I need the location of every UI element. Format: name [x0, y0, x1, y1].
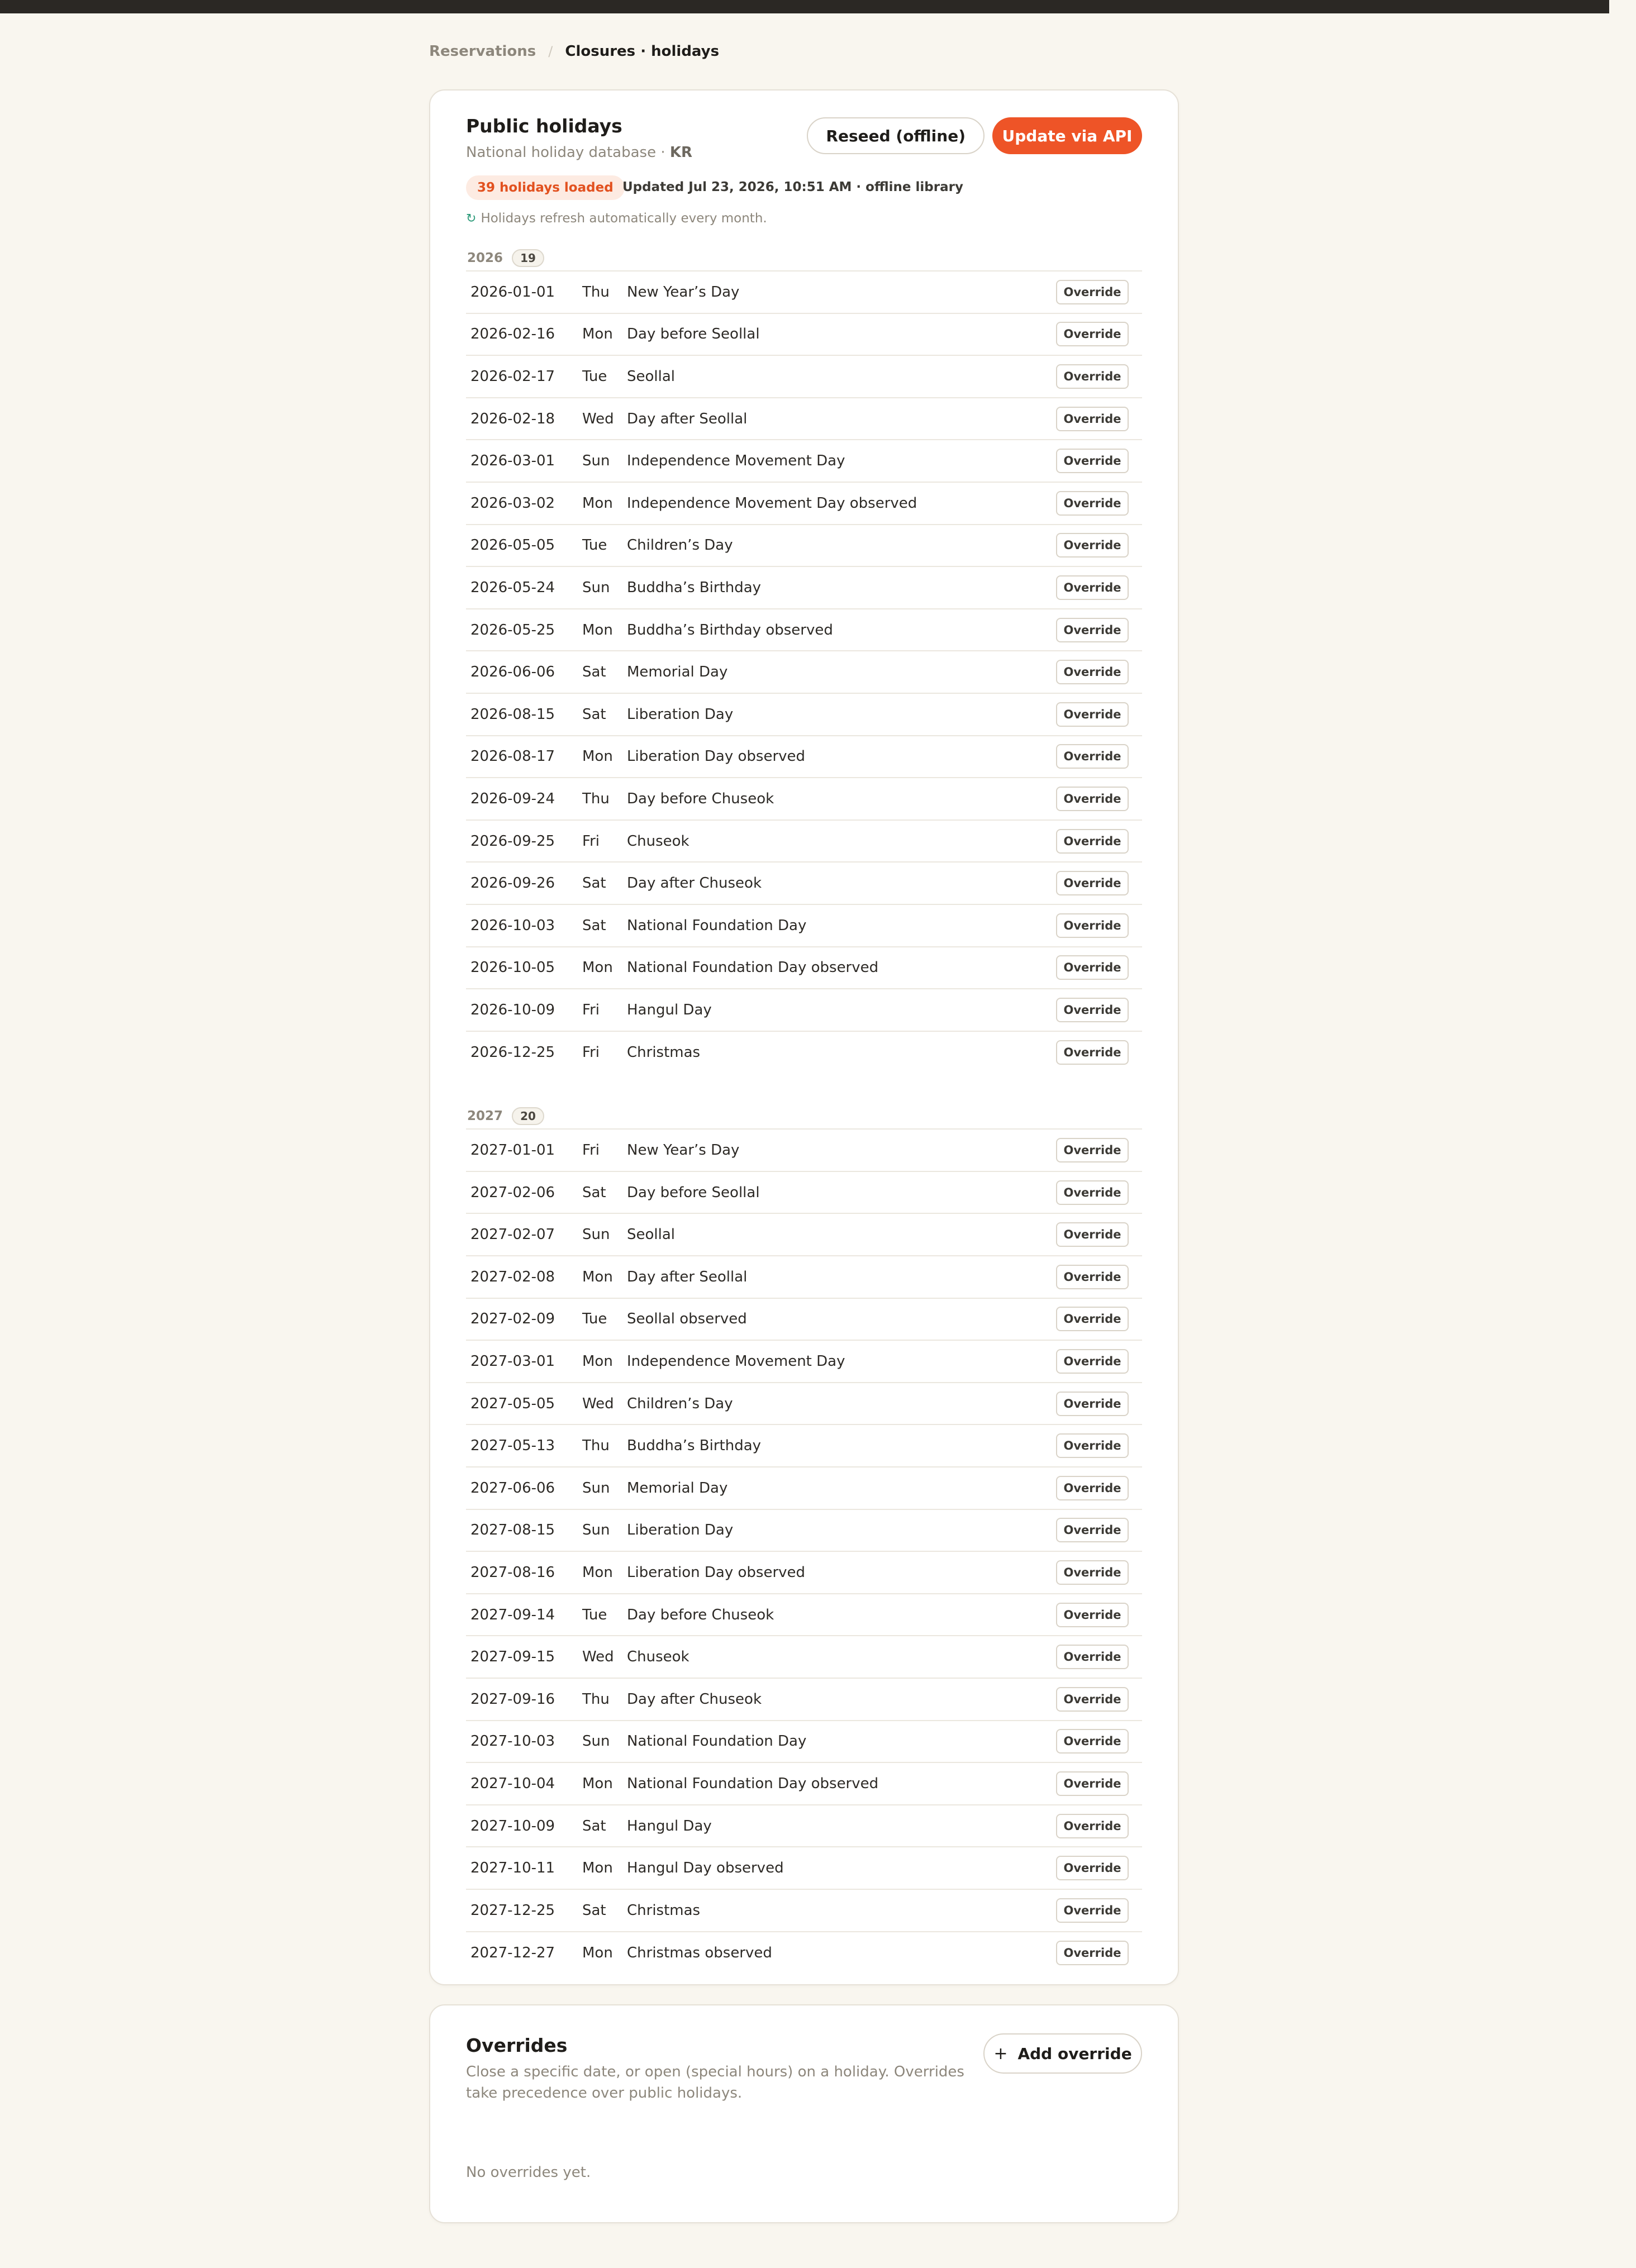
- holiday-name: National Foundation Day observed: [627, 1775, 879, 1792]
- page-container: [429, 40, 1180, 2181]
- holiday-date: 2027-05-13: [470, 1437, 555, 1455]
- holiday-date: 2027-12-25: [470, 1902, 555, 1919]
- holiday-date: 2026-02-16: [470, 326, 555, 343]
- holiday-row: [466, 609, 1142, 652]
- holiday-date: 2026-10-09: [470, 1001, 555, 1018]
- holiday-weekday: Sat: [582, 875, 606, 892]
- holiday-row: [466, 1341, 1142, 1383]
- breadcrumb-current: Closures · holidays: [565, 43, 720, 60]
- holiday-weekday: Fri: [582, 832, 600, 850]
- holiday-row: [466, 1510, 1142, 1552]
- holiday-weekday: Mon: [582, 1860, 613, 1877]
- holiday-date: 2027-03-01: [470, 1353, 555, 1370]
- holiday-row: [466, 778, 1142, 821]
- holiday-name: Seollal: [627, 368, 676, 385]
- year-count-badge: 20: [512, 1107, 544, 1125]
- holiday-name: Seollal observed: [627, 1311, 747, 1328]
- holiday-date: 2026-09-24: [470, 790, 555, 807]
- override-button[interactable]: Override: [1056, 1040, 1129, 1065]
- holiday-date: 2026-03-01: [470, 452, 555, 470]
- holiday-row: [466, 1425, 1142, 1467]
- override-button[interactable]: Override: [1056, 1856, 1129, 1880]
- holiday-name: Christmas: [627, 1044, 701, 1061]
- override-button[interactable]: Override: [1056, 491, 1129, 516]
- holiday-date: 2026-02-17: [470, 368, 555, 385]
- holiday-weekday: Mon: [582, 1353, 613, 1370]
- override-button[interactable]: Override: [1056, 744, 1129, 769]
- holiday-name: Independence Movement Day: [627, 452, 845, 470]
- overrides-description: Close a specific date, or open (special hours) on a holiday. Overrides take precedence over public holidays.: [466, 2064, 964, 2102]
- override-button[interactable]: Override: [1056, 702, 1129, 727]
- public-holidays-card: [429, 89, 1179, 1985]
- holiday-name: Liberation Day observed: [627, 748, 806, 765]
- override-button[interactable]: Override: [1056, 1603, 1129, 1627]
- holiday-date: 2027-09-16: [470, 1690, 555, 1708]
- holiday-weekday: Fri: [582, 1044, 600, 1061]
- holiday-date: 2027-02-06: [470, 1184, 555, 1201]
- holiday-row: [466, 1214, 1142, 1256]
- holiday-weekday: Fri: [582, 1001, 600, 1018]
- holiday-weekday: Thu: [582, 1690, 610, 1708]
- holiday-date: 2026-08-17: [470, 748, 555, 765]
- update-via-api-button[interactable]: Update via API: [992, 117, 1142, 154]
- override-button[interactable]: Override: [1056, 618, 1129, 642]
- override-button[interactable]: Override: [1056, 1307, 1129, 1331]
- holiday-date: 2027-05-05: [470, 1395, 555, 1412]
- holiday-weekday: Tue: [582, 368, 607, 385]
- holiday-name: Day after Chuseok: [627, 1690, 762, 1708]
- holiday-date: 2026-05-24: [470, 579, 555, 596]
- year-header: [466, 246, 1142, 271]
- override-button[interactable]: Override: [1056, 575, 1129, 600]
- holiday-weekday: Thu: [582, 1437, 610, 1455]
- holiday-row: [466, 736, 1142, 779]
- override-button[interactable]: Override: [1056, 1560, 1129, 1585]
- holiday-name: Liberation Day: [627, 1522, 734, 1539]
- reseed-offline-button[interactable]: Reseed (offline): [807, 117, 985, 154]
- holiday-name: Buddha’s Birthday: [627, 1437, 762, 1455]
- holiday-row: [466, 1636, 1142, 1679]
- holiday-row: [466, 356, 1142, 398]
- override-button[interactable]: Override: [1056, 1645, 1129, 1669]
- holiday-name: Buddha’s Birthday observed: [627, 621, 833, 639]
- breadcrumb-separator: /: [548, 44, 553, 59]
- add-override-button[interactable]: [983, 2033, 1142, 2074]
- holiday-name: Children’s Day: [627, 537, 733, 554]
- holiday-name: Independence Movement Day: [627, 1353, 845, 1370]
- holiday-date: 2026-01-01: [470, 283, 555, 301]
- override-button[interactable]: Override: [1056, 533, 1129, 558]
- card-subtitle: [466, 144, 692, 161]
- holiday-date: 2027-02-07: [470, 1226, 555, 1243]
- override-button[interactable]: Override: [1056, 1729, 1129, 1754]
- holiday-weekday: Sat: [582, 1902, 606, 1919]
- refresh-icon: ↻: [466, 211, 477, 226]
- override-button[interactable]: Override: [1056, 1518, 1129, 1542]
- holiday-date: 2026-06-06: [470, 664, 555, 681]
- holiday-name: New Year’s Day: [627, 1142, 740, 1159]
- holiday-row: [466, 525, 1142, 568]
- holiday-row: [466, 483, 1142, 525]
- holiday-weekday: Tue: [582, 1311, 607, 1328]
- holiday-date: 2027-10-11: [470, 1860, 555, 1877]
- holiday-weekday: Sun: [582, 1479, 610, 1497]
- override-button[interactable]: Override: [1056, 913, 1129, 938]
- holiday-list: [466, 246, 1142, 1974]
- holiday-weekday: Mon: [582, 748, 613, 765]
- holiday-row: [466, 651, 1142, 694]
- holiday-name: New Year’s Day: [627, 283, 740, 301]
- refresh-note: [466, 211, 767, 226]
- holiday-row: [466, 1299, 1142, 1341]
- override-button[interactable]: Override: [1056, 1687, 1129, 1712]
- holiday-weekday: Sat: [582, 1817, 606, 1835]
- year-group: [466, 271, 1142, 1074]
- holiday-weekday: Sat: [582, 917, 606, 934]
- overrides-title: Overrides: [466, 2034, 568, 2056]
- holiday-row: [466, 1847, 1142, 1890]
- year-label: 2027: [467, 1109, 503, 1124]
- holiday-date: 2027-10-04: [470, 1775, 555, 1792]
- holiday-date: 2027-08-15: [470, 1522, 555, 1539]
- holiday-date: 2027-02-08: [470, 1268, 555, 1285]
- holiday-weekday: Sun: [582, 1733, 610, 1750]
- holiday-row: [466, 1932, 1142, 1975]
- holiday-weekday: Mon: [582, 1564, 613, 1581]
- holiday-name: Seollal: [627, 1226, 676, 1243]
- country-code: KR: [669, 144, 693, 161]
- holiday-row: [466, 989, 1142, 1032]
- holiday-weekday: Wed: [582, 410, 614, 427]
- holiday-date: 2026-09-25: [470, 832, 555, 850]
- override-button[interactable]: Override: [1056, 364, 1129, 389]
- holiday-row: [466, 821, 1142, 863]
- holiday-date: 2027-06-06: [470, 1479, 555, 1497]
- overrides-empty-state: No overrides yet.: [466, 2164, 591, 2181]
- holiday-weekday: Thu: [582, 790, 610, 807]
- override-button[interactable]: Override: [1056, 1265, 1129, 1289]
- holiday-row: [466, 1383, 1142, 1426]
- holiday-name: Hangul Day observed: [627, 1860, 784, 1877]
- holiday-row: [466, 314, 1142, 356]
- holiday-date: 2026-08-15: [470, 706, 555, 723]
- holiday-row: [466, 1256, 1142, 1299]
- holiday-weekday: Sun: [582, 579, 610, 596]
- holiday-date: 2027-02-09: [470, 1311, 555, 1328]
- holiday-weekday: Mon: [582, 494, 613, 512]
- override-button[interactable]: Override: [1056, 1898, 1129, 1923]
- holiday-name: Liberation Day: [627, 706, 734, 723]
- holiday-row: [466, 1130, 1142, 1172]
- holiday-weekday: Mon: [582, 1945, 613, 1962]
- breadcrumb: [429, 40, 1180, 63]
- override-button[interactable]: Override: [1056, 322, 1129, 346]
- holiday-date: 2026-12-25: [470, 1044, 555, 1061]
- holiday-weekday: Sun: [582, 1226, 610, 1243]
- override-button[interactable]: Override: [1056, 660, 1129, 684]
- holiday-row: [466, 1890, 1142, 1932]
- holiday-name: Liberation Day observed: [627, 1564, 806, 1581]
- holiday-weekday: Mon: [582, 326, 613, 343]
- holiday-date: 2026-02-18: [470, 410, 555, 427]
- holiday-weekday: Mon: [582, 621, 613, 639]
- holiday-weekday: Sat: [582, 1184, 606, 1201]
- holiday-name: Children’s Day: [627, 1395, 733, 1412]
- holiday-row: [466, 1467, 1142, 1510]
- holiday-row: [466, 398, 1142, 441]
- year-gap: [466, 1074, 1142, 1104]
- override-button[interactable]: Override: [1056, 1392, 1129, 1416]
- holiday-row: [466, 271, 1142, 314]
- holiday-row: [466, 1805, 1142, 1848]
- holiday-date: 2026-10-05: [470, 959, 555, 976]
- holiday-row: [466, 567, 1142, 609]
- holiday-name: Christmas observed: [627, 1945, 772, 1962]
- holiday-name: Independence Movement Day observed: [627, 494, 917, 512]
- holiday-date: 2027-08-16: [470, 1564, 555, 1581]
- holiday-weekday: Mon: [582, 1268, 613, 1285]
- refresh-note-text: Holidays refresh automatically every month.: [481, 211, 767, 226]
- card-title: Public holidays: [466, 115, 622, 137]
- holiday-date: 2027-10-03: [470, 1733, 555, 1750]
- breadcrumb-reservations[interactable]: Reservations: [429, 43, 536, 60]
- holiday-name: Chuseok: [627, 832, 689, 850]
- holiday-name: Hangul Day: [627, 1001, 712, 1018]
- year-label: 2026: [467, 251, 503, 265]
- add-override-label: Add override: [1017, 2044, 1132, 2063]
- holiday-row: [466, 1721, 1142, 1764]
- updated-timestamp: Updated Jul 23, 2026, 10:51 AM · offline library: [622, 180, 963, 194]
- holiday-row: [466, 1032, 1142, 1074]
- holiday-row: [466, 947, 1142, 990]
- override-button[interactable]: Override: [1056, 1349, 1129, 1374]
- holiday-date: 2026-03-02: [470, 494, 555, 512]
- holiday-date: 2027-09-14: [470, 1606, 555, 1623]
- holiday-name: Hangul Day: [627, 1817, 712, 1835]
- holiday-row: [466, 1172, 1142, 1214]
- holiday-weekday: Wed: [582, 1395, 614, 1412]
- override-button[interactable]: Override: [1056, 1138, 1129, 1162]
- holiday-name: Day before Chuseok: [627, 1606, 774, 1623]
- year-group: [466, 1130, 1142, 1974]
- override-button[interactable]: Override: [1056, 1433, 1129, 1458]
- holiday-row: [466, 440, 1142, 483]
- override-button[interactable]: Override: [1056, 1771, 1129, 1796]
- holiday-weekday: Fri: [582, 1142, 600, 1159]
- holiday-date: 2027-09-15: [470, 1648, 555, 1666]
- holiday-date: 2026-10-03: [470, 917, 555, 934]
- override-button[interactable]: Override: [1056, 1222, 1129, 1247]
- holiday-weekday: Sat: [582, 706, 606, 723]
- holiday-name: Day before Seollal: [627, 1184, 760, 1201]
- holiday-weekday: Sun: [582, 452, 610, 470]
- override-button[interactable]: Override: [1056, 955, 1129, 980]
- holiday-row: [466, 863, 1142, 905]
- holiday-date: 2026-09-26: [470, 875, 555, 892]
- holiday-name: Day after Chuseok: [627, 875, 762, 892]
- holiday-row: [466, 1594, 1142, 1637]
- holiday-name: Chuseok: [627, 1648, 689, 1666]
- holiday-name: Day after Seollal: [627, 410, 748, 427]
- override-button[interactable]: Override: [1056, 829, 1129, 854]
- override-button[interactable]: Override: [1056, 1180, 1129, 1205]
- holiday-name: Memorial Day: [627, 664, 728, 681]
- holiday-date: 2026-05-05: [470, 537, 555, 554]
- holiday-name: Memorial Day: [627, 1479, 728, 1497]
- override-button[interactable]: Override: [1056, 998, 1129, 1022]
- override-button[interactable]: Override: [1056, 407, 1129, 431]
- holidays-loaded-badge: 39 holidays loaded: [466, 175, 625, 200]
- holiday-row: [466, 1763, 1142, 1805]
- holiday-weekday: Mon: [582, 1775, 613, 1792]
- subtitle-prefix: National holiday database ·: [466, 144, 670, 161]
- holiday-weekday: Mon: [582, 959, 613, 976]
- holiday-row: [466, 694, 1142, 736]
- holiday-weekday: Sat: [582, 664, 606, 681]
- holiday-weekday: Tue: [582, 1606, 607, 1623]
- holiday-date: 2027-10-09: [470, 1817, 555, 1835]
- override-button[interactable]: Override: [1056, 871, 1129, 895]
- holiday-date: 2027-12-27: [470, 1945, 555, 1962]
- holiday-name: Christmas: [627, 1902, 701, 1919]
- holiday-date: 2027-01-01: [470, 1142, 555, 1159]
- override-button[interactable]: Override: [1056, 449, 1129, 473]
- override-button[interactable]: Override: [1056, 1941, 1129, 1965]
- holiday-name: Buddha’s Birthday: [627, 579, 762, 596]
- holiday-row: [466, 1679, 1142, 1721]
- year-count-badge: 19: [512, 249, 544, 267]
- override-button[interactable]: Override: [1056, 280, 1129, 304]
- plus-icon: +: [993, 2043, 1008, 2064]
- holiday-row: [466, 905, 1142, 947]
- holiday-weekday: Wed: [582, 1648, 614, 1666]
- holiday-name: National Foundation Day: [627, 1733, 807, 1750]
- year-header: [466, 1104, 1142, 1130]
- holiday-name: Day before Chuseok: [627, 790, 774, 807]
- holiday-name: Day after Seollal: [627, 1268, 748, 1285]
- override-button[interactable]: Override: [1056, 787, 1129, 811]
- holiday-row: [466, 1552, 1142, 1594]
- holiday-date: 2026-05-25: [470, 621, 555, 639]
- overrides-card: [429, 2004, 1179, 2223]
- holiday-name: Day before Seollal: [627, 326, 760, 343]
- override-button[interactable]: Override: [1056, 1476, 1129, 1500]
- holiday-weekday: Sun: [582, 1522, 610, 1539]
- holiday-name: National Foundation Day observed: [627, 959, 879, 976]
- holiday-name: National Foundation Day: [627, 917, 807, 934]
- override-button[interactable]: Override: [1056, 1814, 1129, 1838]
- holiday-weekday: Thu: [582, 283, 610, 301]
- top-bar: [0, 0, 1609, 13]
- holiday-weekday: Tue: [582, 537, 607, 554]
